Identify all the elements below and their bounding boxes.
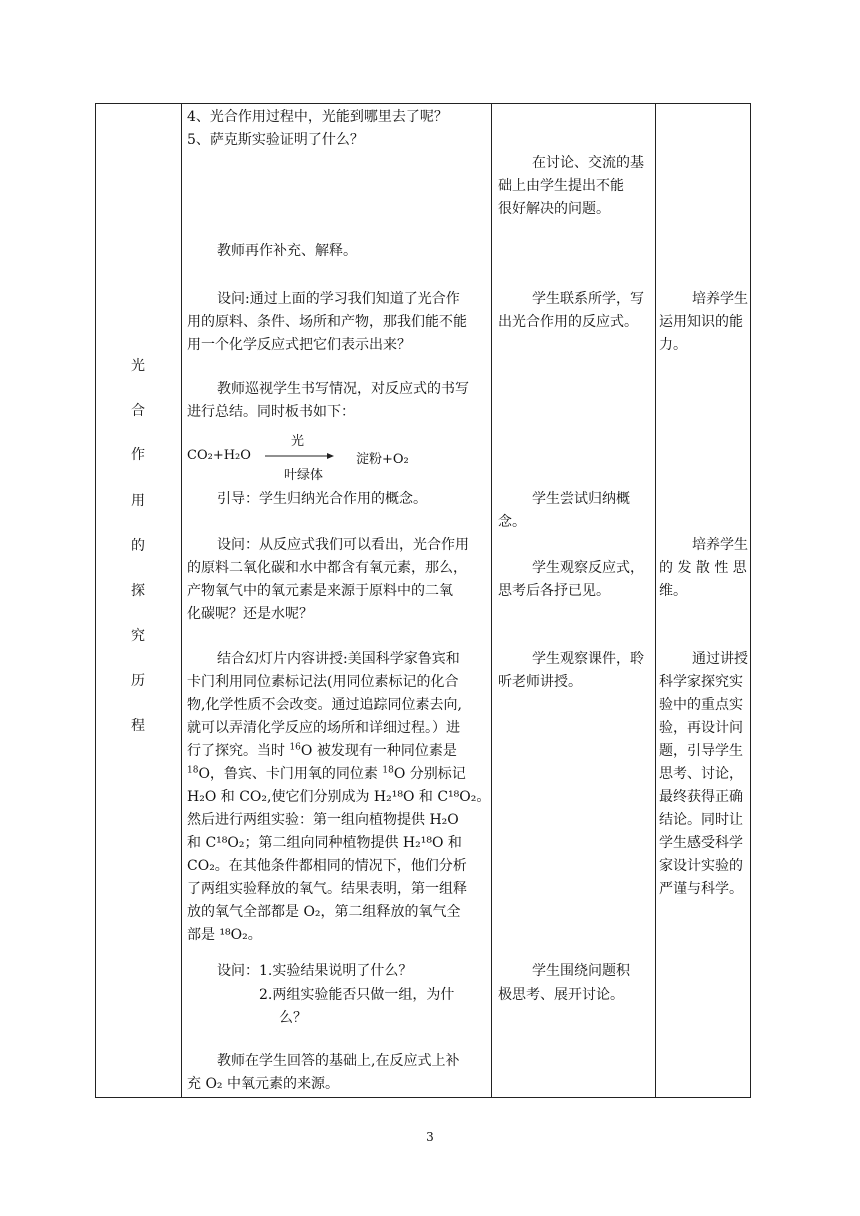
ruben-line: 行了探究。当时 $^{16}$O 被发现有一种同位素是 bbox=[187, 742, 457, 759]
equation-condition-chloroplast: 叶绿体 bbox=[284, 468, 324, 483]
design-intent-line: 结论。同时让 bbox=[659, 812, 743, 828]
student-activity-line: 出光合作用的反应式。 bbox=[498, 314, 638, 330]
student-activity-line: 极思考、展开讨论。 bbox=[498, 987, 624, 1003]
student-activity-line: 学生尝试归纳概 bbox=[532, 491, 630, 507]
set-question-2-line: 的原料二氧化碳和水中都含有氧元素，那么， bbox=[187, 560, 467, 576]
teacher-patrol-line: 进行总结。同时板书如下： bbox=[187, 404, 355, 420]
equation-products: 淀粉+O₂ bbox=[356, 452, 409, 467]
table-divider-2 bbox=[491, 103, 492, 1098]
design-intent-line: 培养学生 bbox=[692, 291, 748, 307]
design-intent-line: 培养学生 bbox=[692, 537, 748, 553]
student-activity-line: 学生观察课件，聆 bbox=[532, 651, 644, 667]
teacher-final-line: 教师在学生回答的基础上,在反应式上补 bbox=[217, 1053, 460, 1069]
table-border-left bbox=[95, 103, 96, 1098]
design-intent-line: 思考、讨论， bbox=[659, 766, 743, 782]
ruben-line: 然后进行两组实验：第一组向植物提供 H₂O bbox=[187, 812, 459, 828]
teacher-supplement: 教师再作补充、解释。 bbox=[217, 243, 357, 259]
side-title-char: 用 bbox=[131, 493, 145, 509]
ruben-line: 卡门利用同位素标记法(用同位素标记的化合 bbox=[187, 674, 459, 690]
teacher-final-line: 充 O₂ 中氧元素的来源。 bbox=[187, 1076, 339, 1092]
design-intent-line: 严谨与科学。 bbox=[659, 881, 743, 897]
side-title-char: 作 bbox=[131, 447, 145, 463]
set-question-3-line: 设问：1.实验结果说明了什么？ bbox=[217, 963, 413, 979]
student-activity-line: 学生围绕问题积 bbox=[532, 963, 630, 979]
student-activity-line: 在讨论、交流的基 bbox=[532, 155, 644, 171]
set-question-2-line: 产物氧气中的氧元素是来源于原料中的二氧 bbox=[187, 583, 453, 599]
set-question-3-line: 么？ bbox=[279, 1010, 307, 1026]
equation-reactants: CO₂+H₂O bbox=[187, 448, 251, 463]
ruben-line: 部是 ¹⁸O₂。 bbox=[187, 927, 262, 943]
side-title-char: 程 bbox=[131, 718, 145, 734]
ruben-line: 了两组实验释放的氧气。结果表明，第一组释 bbox=[187, 881, 467, 897]
student-activity-line: 听老师讲授。 bbox=[498, 674, 582, 690]
design-intent-line: 学生感受科学 bbox=[659, 835, 743, 851]
question-5: 5、萨克斯实验证明了什么？ bbox=[187, 132, 364, 148]
design-intent-line: 通过讲授 bbox=[692, 651, 748, 667]
set-question-1-line: 用一个化学反应式把它们表示出来？ bbox=[187, 337, 411, 353]
ruben-line: 结合幻灯片内容讲授:美国科学家鲁宾和 bbox=[217, 651, 460, 667]
design-intent-line: 维。 bbox=[659, 583, 687, 599]
ruben-line: H₂O 和 CO₂,使它们分别成为 H₂¹⁸O 和 C¹⁸O₂。 bbox=[187, 789, 491, 805]
page-number: 3 bbox=[426, 1130, 434, 1144]
side-title-char: 光 bbox=[131, 358, 145, 374]
ruben-line: 放的氧气全部都是 O₂，第二组释放的氧气全 bbox=[187, 904, 461, 920]
table-border-right bbox=[750, 103, 751, 1098]
side-title-char: 合 bbox=[131, 403, 145, 419]
ruben-line: 物,化学性质不会改变。通过追踪同位素去向, bbox=[187, 697, 462, 713]
ruben-line: 和 C¹⁸O₂；第二组向同种植物提供 H₂¹⁸O 和 bbox=[187, 835, 462, 851]
guide-concept: 引导：学生归纳光合作用的概念。 bbox=[217, 491, 427, 507]
student-activity-line: 很好解决的问题。 bbox=[498, 201, 610, 217]
student-activity-line: 思考后各抒已见。 bbox=[498, 583, 610, 599]
design-intent-line: 最终获得正确 bbox=[659, 789, 743, 805]
student-activity-line: 础上由学生提出不能 bbox=[498, 178, 624, 194]
student-activity-line: 念。 bbox=[498, 514, 526, 530]
table-divider-3 bbox=[655, 103, 656, 1098]
student-activity-line: 学生观察反应式， bbox=[532, 560, 644, 576]
design-intent-line: 运用知识的能 bbox=[659, 314, 743, 330]
design-intent-line: 科学家探究实 bbox=[659, 674, 743, 690]
ruben-line: CO₂。在其他条件都相同的情况下，他们分析 bbox=[187, 858, 467, 874]
teacher-patrol-line: 教师巡视学生书写情况，对反应式的书写 bbox=[217, 381, 469, 397]
set-question-1-line: 用的原料、条件、场所和产物，那我们能不能 bbox=[187, 314, 467, 330]
set-question-2-line: 化碳呢？还是水呢？ bbox=[187, 606, 313, 622]
student-activity-line: 学生联系所学，写 bbox=[532, 291, 644, 307]
set-question-2-line: 设问：从反应式我们可以看出，光合作用 bbox=[217, 537, 469, 553]
design-intent-line: 力。 bbox=[659, 337, 687, 353]
ruben-line: 就可以弄清化学反应的场所和详细过程。）进 bbox=[187, 720, 460, 736]
equation-condition-light: 光 bbox=[291, 434, 305, 449]
design-intent-line: 的 发 散 性 思 bbox=[659, 560, 747, 576]
design-intent-line: 验中的重点实 bbox=[659, 697, 743, 713]
set-question-1-line: 设问:通过上面的学习我们知道了光合作 bbox=[217, 291, 460, 307]
side-title-char: 的 bbox=[131, 538, 145, 554]
table-divider-1 bbox=[181, 103, 182, 1098]
reaction-arrow-icon bbox=[265, 452, 335, 460]
side-title-char: 探 bbox=[131, 583, 145, 599]
question-4: 4、光合作用过程中，光能到哪里去了呢？ bbox=[187, 109, 448, 125]
ruben-line: $^{18}$O，鲁宾、卡门用氧的同位素 $^{18}$O 分别标记 bbox=[187, 765, 466, 782]
design-intent-line: 验，再设计问 bbox=[659, 720, 743, 736]
design-intent-line: 家设计实验的 bbox=[659, 858, 743, 874]
table-border-bottom bbox=[95, 1097, 751, 1098]
design-intent-line: 题，引导学生 bbox=[659, 743, 743, 759]
set-question-3-line: 2.两组实验能否只做一组，为什 bbox=[259, 987, 455, 1003]
side-title-char: 历 bbox=[131, 673, 145, 689]
table-border-top bbox=[95, 103, 751, 104]
side-title-char: 究 bbox=[131, 628, 145, 644]
